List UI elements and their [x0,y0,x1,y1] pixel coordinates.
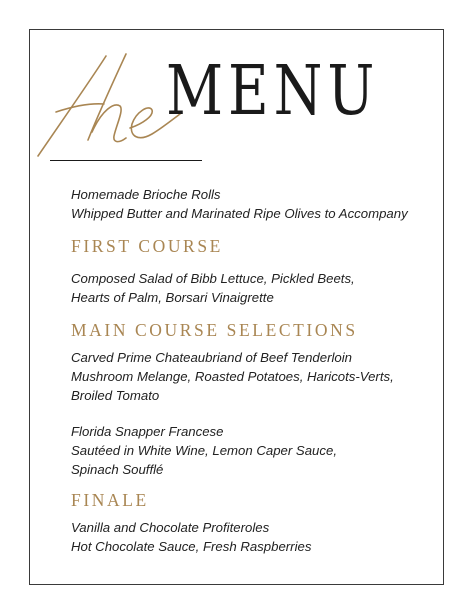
dish-line: Carved Prime Chateaubriand of Beef Tenderloin [71,350,353,365]
dish-line: Florida Snapper Francese [71,424,224,439]
page-title: MENU [166,52,380,131]
intro-section [71,186,408,224]
dish-line: Spinach Soufflé [71,461,164,477]
script-the-lettering [34,48,184,168]
intro-line: Whipped Butter and Marinated Ripe Olives to Accompany [71,205,408,221]
dish-line: Broiled Tomato [71,387,160,403]
title-underline [50,160,202,161]
course-main-dish-beef [71,349,394,405]
course-main-dish-snapper [71,423,337,479]
intro-line: Homemade Brioche Rolls [71,187,221,202]
dish-line: Composed Salad of Bibb Lettuce, Pickled Beets, [71,271,355,286]
course-first-dish [71,270,355,308]
course-finale-dish [71,519,311,557]
dish-line: Hearts of Palm, Borsari Vinaigrette [71,289,274,305]
dish-line: Vanilla and Chocolate Profiteroles [71,520,270,535]
course-finale [71,489,149,511]
dish-line: Mushroom Melange, Roasted Potatoes, Haricots-Verts, [71,368,394,384]
dish-line: Hot Chocolate Sauce, Fresh Raspberries [71,538,312,554]
course-first [71,235,223,257]
course-main [71,319,358,341]
dish-line: Sautéed in White Wine, Lemon Caper Sauce, [71,442,337,458]
course-title-finale: FINALE [71,490,149,510]
course-title-main-course-selections: MAIN COURSE SELECTIONS [71,320,358,340]
course-title-first-course: FIRST COURSE [71,236,223,256]
